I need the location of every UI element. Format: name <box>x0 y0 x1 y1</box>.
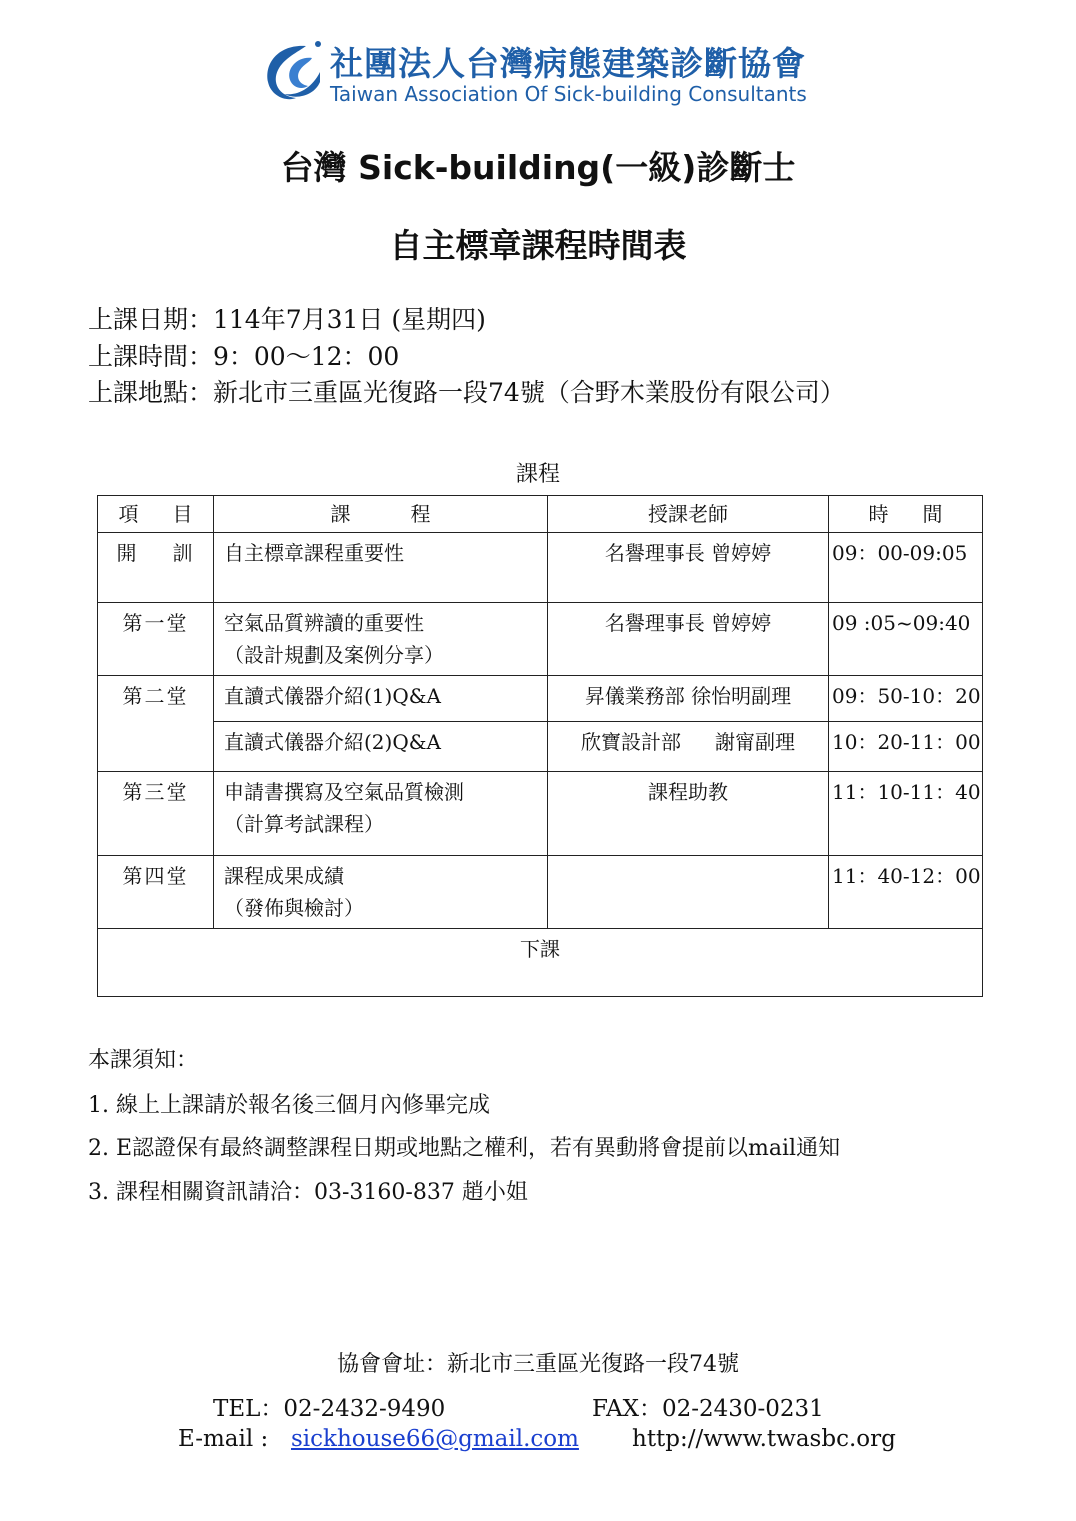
notice-heading: 本課須知： <box>88 1048 199 1073</box>
row-time: 09：00-09:05 <box>829 533 983 603</box>
table-row <box>98 603 983 676</box>
row-course: 自主標章課程重要性 <box>214 533 548 603</box>
header-teacher: 授課老師 <box>548 496 829 533</box>
org-name-en: Taiwan Association Of Sick-building Consultants <box>330 82 807 106</box>
table-caption: 課程 <box>515 462 560 487</box>
schedule-table <box>97 495 983 997</box>
table-row <box>98 772 983 856</box>
row-teacher: 昇儀業務部 徐怡明副理 <box>548 676 829 722</box>
class-date: 上課日期：114年7月31日 (星期四) <box>88 305 486 334</box>
notice-item: 3. 課程相關資訊請洽：03-3160-837 趙小姐 <box>88 1180 528 1205</box>
row-course: 課程成果成績 （發佈與檢討） <box>214 856 548 929</box>
document-subtitle: 自主標章課程時間表 <box>389 226 687 265</box>
row-time: 09 :05~09:40 <box>829 603 983 676</box>
row-item: 開 訓 <box>98 533 214 603</box>
row-time: 09：50-10：20 <box>829 676 983 722</box>
row-teacher: 名譽理事長 曾婷婷 <box>548 533 829 603</box>
header-course: 課 程 <box>214 496 548 533</box>
row-teacher: 課程助教 <box>548 772 829 856</box>
swirl-logo-icon <box>262 38 324 104</box>
email-link[interactable]: sickhouse66@gmail.com <box>291 1426 579 1452</box>
row-item: 第二堂 <box>98 676 214 772</box>
row-teacher <box>548 856 829 929</box>
table-row <box>98 722 983 772</box>
row-teacher: 欣寶設計部 謝甯副理 <box>548 722 829 772</box>
phone-number: TEL：02-2432-9490 <box>213 1396 446 1422</box>
class-location: 上課地點：新北市三重區光復路一段74號（合野木業股份有限公司） <box>88 378 845 407</box>
header-time: 時 間 <box>829 496 983 533</box>
dismiss-label: 下課 <box>98 929 983 997</box>
org-name-zh: 社團法人台灣病態建築診斷協會 <box>330 44 806 83</box>
row-course: 直讀式儀器介紹(1)Q&A <box>214 676 548 722</box>
document-title: 台灣 Sick-building(一級)診斷士 <box>280 148 796 187</box>
header-item: 項 目 <box>98 496 214 533</box>
fax-number: FAX：02-2430-0231 <box>592 1396 824 1422</box>
row-item: 第四堂 <box>98 856 214 929</box>
table-row <box>98 676 983 722</box>
table-row <box>98 856 983 929</box>
row-time: 11：10-11：40 <box>829 772 983 856</box>
row-time: 10：20-11：00 <box>829 722 983 772</box>
email-label: E-mail : <box>178 1426 269 1452</box>
row-course: 直讀式儀器介紹(2)Q&A <box>214 722 548 772</box>
row-course: 申請書撰寫及空氣品質檢測 （計算考試課程） <box>214 772 548 856</box>
website-url[interactable]: http://www.twasbc.org <box>632 1426 896 1452</box>
table-row <box>98 533 983 603</box>
association-address: 協會會址：新北市三重區光復路一段74號 <box>337 1352 739 1377</box>
row-teacher: 名譽理事長 曾婷婷 <box>548 603 829 676</box>
notice-item: 2. E認證保有最終調整課程日期或地點之權利，若有異動將會提前以mail通知 <box>88 1136 841 1161</box>
class-time: 上課時間：9：00～12：00 <box>88 342 400 371</box>
row-course: 空氣品質辨讀的重要性 （設計規劃及案例分享） <box>214 603 548 676</box>
table-row-dismiss <box>98 929 983 997</box>
row-time: 11：40-12：00 <box>829 856 983 929</box>
notice-item: 1. 線上上課請於報名後三個月內修畢完成 <box>88 1093 490 1118</box>
row-item: 第三堂 <box>98 772 214 856</box>
table-header-row <box>98 496 983 533</box>
row-item: 第一堂 <box>98 603 214 676</box>
